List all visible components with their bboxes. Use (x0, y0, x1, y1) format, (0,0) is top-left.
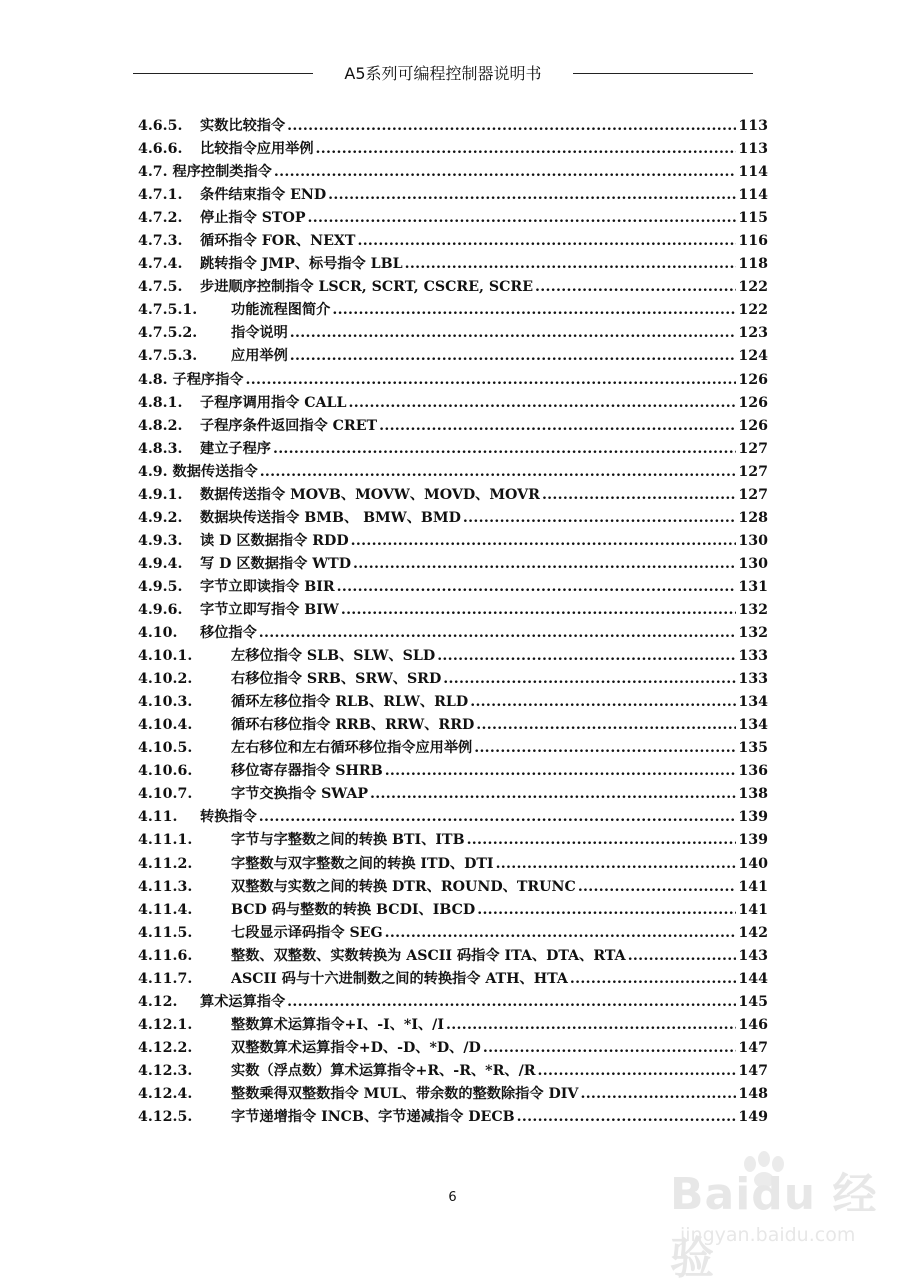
toc-entry[interactable] (138, 968, 768, 991)
toc-entry[interactable] (138, 115, 768, 138)
toc-entry[interactable] (138, 299, 768, 322)
toc-entry[interactable] (138, 438, 768, 461)
toc-entry-line (138, 461, 768, 484)
toc-entry-page: 130 (738, 555, 768, 572)
toc-leader-dots (463, 507, 736, 530)
toc-leader-dots (246, 369, 737, 392)
toc-entry-line (231, 322, 768, 345)
toc-entry-number: 4.10. (138, 625, 178, 642)
toc-entry-page: 139 (738, 832, 768, 849)
toc-entry-title: 移位寄存器指令 SHRB (231, 763, 383, 780)
toc-entry-line (231, 945, 768, 968)
toc-leader-dots (496, 853, 737, 876)
toc-entry[interactable] (138, 253, 768, 276)
toc-entry-title: 右移位指令 SRB、SRW、SRD (231, 671, 442, 688)
toc-entry-title: 应用举例 (231, 348, 288, 365)
toc-leader-dots (353, 553, 736, 576)
toc-leader-dots (274, 161, 737, 184)
toc-entry-title: 整数乘得双整数指令 MUL、带余数的整数除指令 DIV (231, 1085, 579, 1102)
toc-entry-title: 比较指令应用举例 (200, 141, 314, 158)
toc-entry-number: 4.10.3. (138, 694, 193, 711)
toc-entry-line (200, 991, 768, 1014)
toc-entry-title: 步进顺序控制指令 LSCR, SCRT, CSCRE, SCRE (200, 279, 534, 296)
toc-entry-page: 124 (738, 348, 768, 365)
toc-entry-title: 循环右移位指令 RRB、RRW、RRD (231, 717, 475, 734)
toc-entry-number: 4.10.2. (138, 671, 193, 688)
toc-entry-line (138, 369, 768, 392)
toc-entry-line (200, 438, 768, 461)
toc-entry[interactable] (138, 322, 768, 345)
toc-entry-title: 建立子程序 (200, 440, 271, 457)
toc-entry-page: 133 (738, 648, 768, 665)
toc-entry-page: 142 (738, 924, 768, 941)
toc-leader-dots (259, 806, 737, 829)
page-number: 6 (448, 1190, 457, 1205)
toc-entry[interactable] (138, 276, 768, 299)
toc-entry-line (231, 899, 768, 922)
toc-leader-dots (290, 345, 737, 368)
toc-entry-page: 141 (738, 878, 768, 895)
toc-entry-title: 实数（浮点数）算术运算指令+R、-R、*R、/R (231, 1062, 536, 1079)
toc-entry-number: 4.9.3. (138, 532, 183, 549)
toc-entry[interactable] (138, 369, 768, 392)
toc-entry-number: 4.12.4. (138, 1085, 193, 1102)
toc-entry[interactable] (138, 484, 768, 507)
toc-entry[interactable] (138, 1060, 768, 1083)
toc-leader-dots (370, 783, 736, 806)
toc-entry-line (200, 230, 768, 253)
toc-entry-title: ASCII 码与十六进制数之间的转换指令 ATH、HTA (231, 970, 568, 987)
toc-leader-dots (349, 392, 737, 415)
toc-entry-title: BCD 码与整数的转换 BCDI、IBCD (231, 901, 476, 918)
toc-leader-dots (578, 876, 737, 899)
toc-entry-line (231, 737, 768, 760)
toc-entry-number: 4.12.2. (138, 1039, 193, 1056)
toc-entry-page: 127 (738, 486, 768, 503)
toc-entry-title: 算术运算指令 (200, 993, 286, 1010)
toc-entry-title: 数据传送指令 MOVB、MOVW、MOVD、MOVR (200, 486, 540, 503)
toc-entry-page: 143 (738, 947, 768, 964)
toc-leader-dots (287, 115, 736, 138)
toc-entry-line (200, 207, 768, 230)
toc-entry-number: 4.7.3. (138, 233, 183, 250)
toc-entry-page: 141 (738, 901, 768, 918)
toc-entry-line (231, 299, 768, 322)
toc-entry-page: 115 (738, 210, 768, 227)
toc-leader-dots (290, 322, 737, 345)
toc-entry-line (231, 922, 768, 945)
toc-entry[interactable] (138, 507, 768, 530)
toc-entry-line (231, 876, 768, 899)
toc-entry-page: 113 (738, 118, 768, 134)
toc-entry-title: 循环指令 FOR、NEXT (200, 233, 356, 250)
toc-entry[interactable] (138, 760, 768, 783)
toc-entry[interactable] (138, 668, 768, 691)
toc-leader-dots (357, 230, 736, 253)
toc-entry-number: 4.9.4. (138, 555, 183, 572)
toc-entry[interactable] (138, 922, 768, 945)
toc-entry[interactable] (138, 853, 768, 876)
toc-entry-number: 4.7.5.3. (138, 348, 198, 365)
toc-entry-title: 跳转指令 JMP、标号指令 LBL (200, 256, 403, 273)
toc-entry-title: 字节交换指令 SWAP (231, 786, 369, 803)
toc-entry-title: 读 D 区数据指令 RDD (200, 532, 349, 549)
toc-entry-number: 4.7.4. (138, 256, 183, 273)
toc-leader-dots (446, 1014, 736, 1037)
toc-entry-line (200, 484, 768, 507)
toc-entry-title: 指令说明 (231, 325, 288, 342)
toc-entry-number: 4.7.5. (138, 279, 183, 296)
toc-entry-title: 移位指令 (200, 625, 257, 642)
toc-entry[interactable] (138, 230, 768, 253)
toc-entry-title: 功能流程图简介 (231, 302, 331, 319)
toc-entry-line (231, 714, 768, 737)
toc-entry[interactable] (138, 991, 768, 1014)
toc-entry-page: 132 (738, 625, 768, 642)
toc-leader-dots (332, 299, 736, 322)
toc-entry-page: 136 (738, 763, 768, 780)
toc-entry-line (200, 392, 768, 415)
toc-entry-line (231, 1106, 768, 1129)
toc-entry-title: 字节立即读指令 BIR (200, 578, 335, 595)
toc-entry[interactable] (138, 945, 768, 968)
toc-entry-line (231, 760, 768, 783)
toc-leader-dots (580, 1083, 736, 1106)
watermark-url: jingyan.baidu.com (680, 1224, 856, 1246)
toc-entry-line (200, 253, 768, 276)
toc-entry-page: 122 (738, 279, 768, 296)
toc-entry[interactable] (138, 207, 768, 230)
toc-leader-dots (337, 576, 737, 599)
toc-entry-line (231, 783, 768, 806)
toc-leader-dots (405, 253, 737, 276)
toc-entry-title: 写 D 区数据指令 WTD (200, 555, 352, 572)
toc-leader-dots (316, 138, 737, 161)
watermark (640, 1150, 880, 1284)
toc-entry[interactable] (138, 1014, 768, 1037)
toc-entry-number: 4.10.4. (138, 717, 193, 734)
toc-entry-page: 123 (738, 325, 768, 342)
toc-entry-number: 4.7.2. (138, 210, 183, 227)
toc-entry-line (200, 115, 768, 138)
toc-entry-title: 整数算术运算指令+I、-I、*I、/I (231, 1016, 444, 1033)
toc-entry-title: 字整数与双字整数之间的转换 ITD、DTI (231, 855, 494, 872)
toc-entry-title: 子程序条件返回指令 CRET (200, 417, 378, 434)
toc-entry-number: 4.10.1. (138, 648, 193, 665)
toc-entry-number: 4.7.5.1. (138, 302, 198, 319)
toc-entry-number: 4.10.7. (138, 786, 193, 803)
toc-leader-dots (535, 276, 736, 299)
toc-entry-title: 子程序调用指令 CALL (200, 394, 347, 411)
toc-entry[interactable] (138, 392, 768, 415)
toc-entry-page: 126 (738, 417, 768, 434)
toc-leader-dots (260, 461, 737, 484)
toc-entry-title: 实数比较指令 (200, 118, 286, 134)
toc-entry-title: 4.8. 子程序指令 (138, 371, 244, 388)
toc-entry-page: 127 (738, 440, 768, 457)
toc-leader-dots (379, 415, 736, 438)
toc-entry[interactable] (138, 138, 768, 161)
toc-entry[interactable] (138, 876, 768, 899)
toc-entry-title: 停止指令 STOP (200, 210, 306, 227)
toc-entry-title: 字节递增指令 INCB、字节递减指令 DECB (231, 1109, 515, 1126)
toc-entry[interactable] (138, 622, 768, 645)
toc-entry-number: 4.9.5. (138, 578, 183, 595)
toc-entry-line (200, 276, 768, 299)
toc-entry[interactable] (138, 691, 768, 714)
toc-entry-line (231, 1037, 768, 1060)
toc-entry-page: 118 (738, 256, 768, 273)
toc-entry-page: 127 (738, 463, 768, 480)
toc-entry-page: 144 (738, 970, 768, 987)
toc-entry-line (231, 1060, 768, 1083)
toc-entry-title: 4.9. 数据传送指令 (138, 463, 258, 480)
toc-entry-number: 4.11.1. (138, 832, 193, 849)
toc-leader-dots (477, 899, 736, 922)
toc-entry[interactable] (138, 415, 768, 438)
table-of-contents (138, 115, 768, 1129)
toc-entry-number: 4.11.6. (138, 947, 193, 964)
toc-entry-number: 4.11. (138, 809, 178, 826)
toc-entry-number: 4.8.1. (138, 394, 183, 411)
toc-entry-page: 149 (738, 1109, 768, 1126)
toc-entry-line (231, 645, 768, 668)
toc-entry-line (231, 1014, 768, 1037)
toc-entry[interactable] (138, 161, 768, 184)
toc-entry-page: 126 (738, 371, 768, 388)
toc-entry-number: 4.11.2. (138, 855, 193, 872)
toc-entry-number: 4.8.2. (138, 417, 183, 434)
toc-leader-dots (351, 530, 737, 553)
toc-entry[interactable] (138, 1083, 768, 1106)
toc-entry-line (231, 853, 768, 876)
toc-entry-page: 130 (738, 532, 768, 549)
toc-entry[interactable] (138, 345, 768, 368)
toc-entry-page: 122 (738, 302, 768, 319)
toc-entry-number: 4.10.5. (138, 740, 193, 757)
toc-entry-page: 147 (738, 1039, 768, 1056)
toc-leader-dots (437, 645, 736, 668)
toc-entry-line (231, 829, 768, 852)
toc-entry-page: 113 (738, 141, 768, 158)
page-header (133, 62, 753, 86)
toc-entry-number: 4.12.5. (138, 1109, 193, 1126)
toc-entry-line (200, 530, 768, 553)
toc-entry[interactable] (138, 806, 768, 829)
toc-entry-line (231, 691, 768, 714)
toc-entry-page: 134 (738, 694, 768, 711)
toc-entry-line (200, 599, 768, 622)
toc-entry-page: 132 (738, 601, 768, 618)
toc-entry-page: 146 (738, 1016, 768, 1033)
toc-entry-number: 4.11.3. (138, 878, 193, 895)
toc-entry-page: 140 (738, 855, 768, 872)
toc-leader-dots (467, 829, 737, 852)
toc-entry-line (231, 345, 768, 368)
toc-entry-page: 148 (738, 1085, 768, 1102)
toc-entry[interactable] (138, 576, 768, 599)
toc-leader-dots (287, 991, 736, 1014)
toc-entry-number: 4.9.1. (138, 486, 183, 503)
toc-leader-dots (385, 760, 737, 783)
toc-entry-line (200, 138, 768, 161)
toc-entry-line (231, 668, 768, 691)
toc-entry-number: 4.11.4. (138, 901, 193, 918)
toc-entry[interactable] (138, 184, 768, 207)
toc-entry[interactable] (138, 714, 768, 737)
toc-entry-title: 数据块传送指令 BMB、 BMW、BMD (200, 509, 461, 526)
toc-entry-title: 双整数与实数之间的转换 DTR、ROUND、TRUNC (231, 878, 576, 895)
toc-entry-number: 4.7.5.2. (138, 325, 198, 342)
toc-entry-line (200, 184, 768, 207)
toc-leader-dots (470, 691, 736, 714)
toc-leader-dots (542, 484, 736, 507)
toc-entry-line (200, 806, 768, 829)
toc-leader-dots (570, 968, 736, 991)
toc-entry-page: 116 (738, 233, 768, 250)
toc-leader-dots (328, 184, 736, 207)
toc-entry-line (231, 968, 768, 991)
header-rule-right (573, 73, 753, 74)
toc-leader-dots (517, 1106, 737, 1129)
toc-entry-number: 4.6.6. (138, 141, 183, 158)
toc-entry-page: 133 (738, 671, 768, 688)
toc-entry-line (200, 576, 768, 599)
toc-entry-number: 4.12. (138, 993, 178, 1010)
toc-entry-title: 4.7. 程序控制类指令 (138, 164, 272, 181)
toc-entry-title: 字节与字整数之间的转换 BTI、ITB (231, 832, 465, 849)
toc-entry[interactable] (138, 461, 768, 484)
document-title: A5系列可编程控制器说明书 (344, 64, 542, 83)
toc-entry[interactable] (138, 899, 768, 922)
toc-entry-line (200, 507, 768, 530)
toc-entry-title: 左移位指令 SLB、SLW、SLD (231, 648, 436, 665)
toc-entry-page: 114 (738, 164, 768, 181)
toc-leader-dots (474, 737, 736, 760)
toc-entry-number: 4.12.3. (138, 1062, 193, 1079)
toc-entry-line (200, 415, 768, 438)
toc-entry-line (200, 553, 768, 576)
toc-entry-title: 七段显示译码指令 SEG (231, 924, 383, 941)
toc-leader-dots (483, 1037, 737, 1060)
toc-entry-line (231, 1083, 768, 1106)
toc-entry-page: 134 (738, 717, 768, 734)
toc-entry-page: 139 (738, 809, 768, 826)
toc-entry-line (200, 622, 768, 645)
toc-entry-number: 4.9.6. (138, 601, 183, 618)
toc-leader-dots (259, 622, 737, 645)
toc-entry-page: 128 (738, 509, 768, 526)
watermark-brand: Baidu 经验 (670, 1169, 878, 1284)
toc-entry-number: 4.11.7. (138, 970, 193, 987)
toc-leader-dots (538, 1060, 737, 1083)
toc-entry-number: 4.11.5. (138, 924, 193, 941)
toc-entry-number: 4.12.1. (138, 1016, 193, 1033)
toc-entry-number: 4.9.2. (138, 509, 183, 526)
toc-entry-title: 条件结束指令 END (200, 187, 327, 204)
toc-leader-dots (628, 945, 737, 968)
toc-leader-dots (273, 438, 736, 461)
toc-entry-page: 131 (738, 578, 768, 595)
toc-entry-number: 4.7.1. (138, 187, 183, 204)
toc-entry[interactable] (138, 783, 768, 806)
toc-entry-title: 双整数算术运算指令+D、-D、*D、/D (231, 1039, 481, 1056)
toc-entry-page: 145 (738, 993, 768, 1010)
toc-entry-page: 114 (738, 187, 768, 204)
toc-entry[interactable] (138, 553, 768, 576)
toc-entry[interactable] (138, 599, 768, 622)
toc-leader-dots (476, 714, 736, 737)
toc-leader-dots (308, 207, 737, 230)
toc-entry-page: 147 (738, 1062, 768, 1079)
toc-entry-number: 4.8.3. (138, 440, 183, 457)
toc-entry-number: 4.6.5. (138, 118, 183, 134)
toc-leader-dots (341, 599, 737, 622)
toc-entry[interactable] (138, 1106, 768, 1129)
toc-entry[interactable] (138, 737, 768, 760)
toc-entry-line (138, 161, 768, 184)
toc-leader-dots (385, 922, 737, 945)
toc-entry-number: 4.10.6. (138, 763, 193, 780)
toc-entry[interactable] (138, 829, 768, 852)
toc-leader-dots (443, 668, 736, 691)
toc-entry[interactable] (138, 645, 768, 668)
toc-entry-title: 转换指令 (200, 809, 257, 826)
toc-entry-title: 左右移位和左右循环移位指令应用举例 (231, 740, 473, 757)
toc-entry[interactable] (138, 530, 768, 553)
toc-entry[interactable] (138, 1037, 768, 1060)
toc-entry-page: 138 (738, 786, 768, 803)
toc-entry-page: 135 (738, 740, 768, 757)
toc-entry-page: 126 (738, 394, 768, 411)
toc-entry-title: 循环左移位指令 RLB、RLW、RLD (231, 694, 469, 711)
toc-entry-title: 整数、双整数、实数转换为 ASCII 码指令 ITA、DTA、RTA (231, 947, 626, 964)
toc-entry-title: 字节立即写指令 BIW (200, 601, 339, 618)
